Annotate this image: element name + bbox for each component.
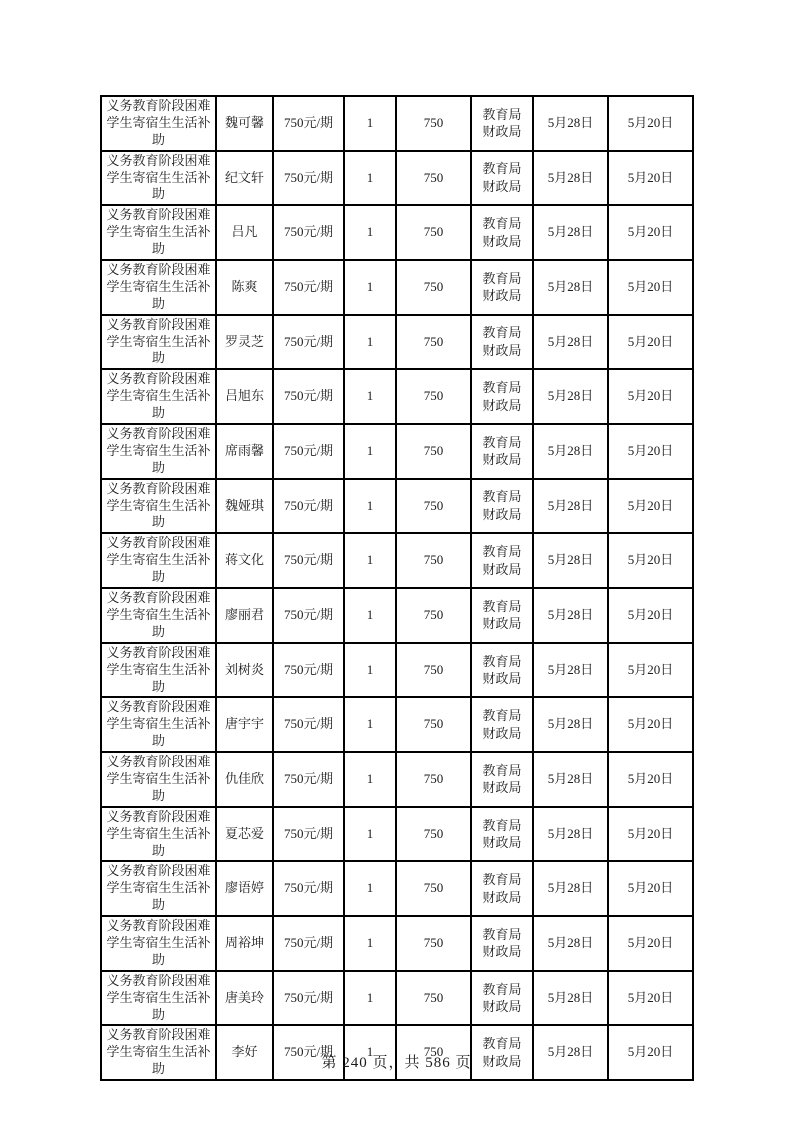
cell-subsidy-standard: 750元/期	[273, 1025, 344, 1080]
cell-agency	[471, 533, 533, 588]
agency-line-2: 财政局	[482, 288, 522, 304]
cell-student-name: 吕旭东	[216, 369, 273, 424]
cell-amount: 750	[396, 260, 471, 315]
cell-amount: 750	[396, 151, 471, 206]
cell-agency	[471, 205, 533, 260]
cell-quantity: 1	[344, 752, 396, 807]
cell-quantity: 1	[344, 971, 396, 1026]
cell-subsidy-standard: 750元/期	[273, 752, 344, 807]
table-row	[101, 205, 693, 260]
agency-line-1: 教育局	[482, 926, 522, 942]
cell-date-2: 5月20日	[608, 643, 693, 698]
cell-project-name: 义务教育阶段困难学生寄宿生生活补助	[101, 752, 216, 807]
cell-date-1: 5月28日	[533, 205, 608, 260]
agency-line-2: 财政局	[482, 179, 522, 194]
cell-date-1: 5月28日	[533, 752, 608, 807]
cell-date-1: 5月28日	[533, 916, 608, 971]
cell-agency	[471, 916, 533, 971]
cell-student-name: 廖语婷	[216, 861, 273, 916]
cell-project-name: 义务教育阶段困难学生寄宿生生活补助	[101, 1025, 216, 1080]
cell-project-name: 义务教育阶段困难学生寄宿生生活补助	[101, 533, 216, 588]
cell-amount: 750	[396, 205, 471, 260]
cell-subsidy-standard: 750元/期	[273, 205, 344, 260]
agency-line-2: 财政局	[482, 889, 522, 905]
cell-date-1: 5月28日	[533, 643, 608, 698]
cell-subsidy-standard: 750元/期	[273, 861, 344, 916]
cell-subsidy-standard: 750元/期	[273, 588, 344, 643]
cell-project-name: 义务教育阶段困难学生寄宿生生活补助	[101, 260, 216, 315]
cell-date-2: 5月20日	[608, 151, 693, 206]
cell-student-name: 魏可馨	[216, 96, 273, 151]
cell-date-1: 5月28日	[533, 861, 608, 916]
cell-quantity: 1	[344, 205, 396, 260]
cell-date-1: 5月28日	[533, 971, 608, 1026]
agency-line-1: 教育局	[482, 270, 522, 286]
cell-subsidy-standard: 750元/期	[273, 260, 344, 315]
cell-subsidy-standard: 750元/期	[273, 643, 344, 698]
cell-subsidy-standard: 750元/期	[273, 807, 344, 862]
cell-date-2: 5月20日	[608, 533, 693, 588]
cell-date-2: 5月20日	[608, 205, 693, 260]
cell-date-1: 5月28日	[533, 588, 608, 643]
cell-date-2: 5月20日	[608, 260, 693, 315]
cell-date-2: 5月20日	[608, 752, 693, 807]
cell-agency	[471, 643, 533, 698]
cell-student-name: 唐宇宇	[216, 697, 273, 752]
cell-agency	[471, 752, 533, 807]
agency-line-2: 财政局	[482, 124, 522, 140]
table-row	[101, 96, 693, 151]
cell-student-name: 纪文轩	[216, 151, 273, 206]
cell-amount: 750	[396, 752, 471, 807]
cell-date-2: 5月20日	[608, 315, 693, 370]
cell-student-name: 夏芯爱	[216, 807, 273, 862]
cell-student-name: 唐美玲	[216, 971, 273, 1026]
cell-quantity: 1	[344, 861, 396, 916]
cell-quantity: 1	[344, 916, 396, 971]
cell-agency	[471, 861, 533, 916]
cell-amount: 750	[396, 861, 471, 916]
cell-quantity: 1	[344, 1025, 396, 1080]
cell-project-name: 义务教育阶段困难学生寄宿生生活补助	[101, 205, 216, 260]
cell-agency	[471, 588, 533, 643]
cell-agency	[471, 260, 533, 315]
cell-amount: 750	[396, 96, 471, 151]
table-body	[101, 96, 693, 1080]
cell-project-name: 义务教育阶段困难学生寄宿生生活补助	[101, 971, 216, 1026]
cell-quantity: 1	[344, 533, 396, 588]
cell-project-name: 义务教育阶段困难学生寄宿生生活补助	[101, 861, 216, 916]
subsidy-table	[100, 95, 694, 1081]
cell-amount: 750	[396, 916, 471, 971]
cell-student-name: 仇佳欣	[216, 752, 273, 807]
cell-subsidy-standard: 750元/期	[273, 533, 344, 588]
agency-line-2: 财政局	[482, 725, 522, 741]
table-row	[101, 916, 693, 971]
table-row	[101, 861, 693, 916]
table-row	[101, 533, 693, 588]
cell-quantity: 1	[344, 807, 396, 862]
cell-project-name: 义务教育阶段困难学生寄宿生生活补助	[101, 424, 216, 479]
cell-quantity: 1	[344, 96, 396, 151]
agency-line-2: 财政局	[482, 944, 522, 960]
cell-subsidy-standard: 750元/期	[273, 151, 344, 206]
table-row	[101, 807, 693, 862]
cell-date-2: 5月20日	[608, 588, 693, 643]
cell-date-1: 5月28日	[533, 151, 608, 206]
cell-date-2: 5月20日	[608, 369, 693, 424]
cell-project-name: 义务教育阶段困难学生寄宿生生活补助	[101, 588, 216, 643]
table-row	[101, 971, 693, 1026]
cell-amount: 750	[396, 807, 471, 862]
cell-student-name: 吕凡	[216, 205, 273, 260]
cell-subsidy-standard: 750元/期	[273, 96, 344, 151]
cell-project-name: 义务教育阶段困难学生寄宿生生活补助	[101, 96, 216, 151]
cell-date-1: 5月28日	[533, 424, 608, 479]
cell-project-name: 义务教育阶段困难学生寄宿生生活补助	[101, 369, 216, 424]
cell-date-1: 5月28日	[533, 697, 608, 752]
cell-project-name: 义务教育阶段困难学生寄宿生生活补助	[101, 479, 216, 534]
agency-line-2: 财政局	[482, 671, 522, 687]
cell-amount: 750	[396, 369, 471, 424]
agency-line-1: 教育局	[482, 434, 522, 450]
cell-date-2: 5月20日	[608, 916, 693, 971]
cell-amount: 750	[396, 424, 471, 479]
table-row	[101, 479, 693, 534]
cell-quantity: 1	[344, 260, 396, 315]
cell-date-1: 5月28日	[533, 260, 608, 315]
cell-amount: 750	[396, 643, 471, 698]
cell-student-name: 蒋文化	[216, 533, 273, 588]
cell-date-1: 5月28日	[533, 807, 608, 862]
cell-amount: 750	[396, 1025, 471, 1080]
cell-project-name: 义务教育阶段困难学生寄宿生生活补助	[101, 151, 216, 206]
cell-date-1: 5月28日	[533, 315, 608, 370]
agency-line-1: 教育局	[482, 216, 522, 232]
agency-line-2: 财政局	[482, 397, 522, 413]
cell-date-2: 5月20日	[608, 479, 693, 534]
cell-date-2: 5月20日	[608, 697, 693, 752]
cell-agency	[471, 96, 533, 151]
cell-date-1: 5月28日	[533, 533, 608, 588]
cell-date-1: 5月28日	[533, 96, 608, 151]
cell-agency	[471, 807, 533, 862]
agency-line-1: 教育局	[482, 598, 522, 614]
cell-project-name: 义务教育阶段困难学生寄宿生生活补助	[101, 807, 216, 862]
cell-date-2: 5月20日	[608, 424, 693, 479]
cell-agency	[471, 151, 533, 206]
table-row	[101, 151, 693, 206]
cell-quantity: 1	[344, 697, 396, 752]
cell-student-name: 周裕坤	[216, 916, 273, 971]
cell-student-name: 刘树炎	[216, 643, 273, 698]
cell-subsidy-standard: 750元/期	[273, 479, 344, 534]
agency-line-1: 教育局	[482, 817, 522, 833]
agency-line-2: 财政局	[482, 452, 522, 468]
cell-student-name: 李好	[216, 1025, 273, 1080]
cell-amount: 750	[396, 533, 471, 588]
cell-date-2: 5月20日	[608, 807, 693, 862]
cell-project-name: 义务教育阶段困难学生寄宿生生活补助	[101, 315, 216, 370]
table-row	[101, 315, 693, 370]
agency-line-1: 教育局	[482, 325, 522, 341]
cell-student-name: 席雨馨	[216, 424, 273, 479]
agency-line-2: 财政局	[482, 835, 522, 851]
cell-agency	[471, 424, 533, 479]
cell-amount: 750	[396, 588, 471, 643]
agency-line-1: 教育局	[482, 1036, 522, 1052]
cell-quantity: 1	[344, 479, 396, 534]
cell-date-2: 5月20日	[608, 1025, 693, 1080]
cell-quantity: 1	[344, 424, 396, 479]
agency-line-1: 教育局	[482, 708, 522, 724]
agency-line-1: 教育局	[482, 380, 522, 396]
cell-agency	[471, 697, 533, 752]
cell-subsidy-standard: 750元/期	[273, 424, 344, 479]
cell-student-name: 陈爽	[216, 260, 273, 315]
cell-amount: 750	[396, 479, 471, 534]
cell-quantity: 1	[344, 588, 396, 643]
cell-student-name: 廖丽君	[216, 588, 273, 643]
cell-quantity: 1	[344, 369, 396, 424]
agency-line-2: 财政局	[482, 233, 522, 249]
agency-line-1: 教育局	[482, 544, 522, 560]
agency-line-2: 财政局	[482, 616, 522, 632]
table-row	[101, 588, 693, 643]
cell-student-name: 罗灵芝	[216, 315, 273, 370]
agency-line-2: 财政局	[482, 343, 522, 359]
cell-subsidy-standard: 750元/期	[273, 697, 344, 752]
cell-date-2: 5月20日	[608, 971, 693, 1026]
table-row	[101, 369, 693, 424]
table-row	[101, 697, 693, 752]
cell-agency	[471, 971, 533, 1026]
cell-subsidy-standard: 750元/期	[273, 916, 344, 971]
cell-amount: 750	[396, 315, 471, 370]
cell-date-2: 5月20日	[608, 861, 693, 916]
cell-date-1: 5月28日	[533, 479, 608, 534]
agency-line-1: 教育局	[482, 106, 522, 122]
cell-student-name: 魏娅琪	[216, 479, 273, 534]
page-number: 第 240 页，共 586 页	[321, 1055, 472, 1071]
cell-amount: 750	[396, 697, 471, 752]
cell-project-name: 义务教育阶段困难学生寄宿生生活补助	[101, 643, 216, 698]
table-row	[101, 260, 693, 315]
cell-quantity: 1	[344, 643, 396, 698]
cell-subsidy-standard: 750元/期	[273, 315, 344, 370]
cell-project-name: 义务教育阶段困难学生寄宿生生活补助	[101, 697, 216, 752]
cell-subsidy-standard: 750元/期	[273, 971, 344, 1026]
cell-quantity: 1	[344, 151, 396, 206]
cell-agency	[471, 369, 533, 424]
cell-amount: 750	[396, 971, 471, 1026]
cell-agency	[471, 315, 533, 370]
cell-quantity: 1	[344, 315, 396, 370]
agency-line-1: 教育局	[482, 872, 522, 888]
cell-date-1: 5月28日	[533, 369, 608, 424]
agency-line-1: 教育局	[482, 161, 522, 177]
table-row	[101, 752, 693, 807]
table-row	[101, 424, 693, 479]
table-row	[101, 643, 693, 698]
agency-line-2: 财政局	[482, 999, 522, 1015]
agency-line-1: 教育局	[482, 653, 522, 669]
agency-line-1: 教育局	[482, 489, 522, 505]
agency-line-2: 财政局	[482, 780, 522, 796]
cell-date-2: 5月20日	[608, 96, 693, 151]
cell-project-name: 义务教育阶段困难学生寄宿生生活补助	[101, 916, 216, 971]
cell-date-1: 5月28日	[533, 1025, 608, 1080]
cell-agency	[471, 479, 533, 534]
agency-line-1: 教育局	[482, 762, 522, 778]
agency-line-2: 财政局	[482, 507, 522, 523]
agency-line-1: 教育局	[482, 981, 522, 997]
agency-line-2: 财政局	[482, 1053, 522, 1069]
cell-subsidy-standard: 750元/期	[273, 369, 344, 424]
agency-line-2: 财政局	[482, 561, 522, 577]
